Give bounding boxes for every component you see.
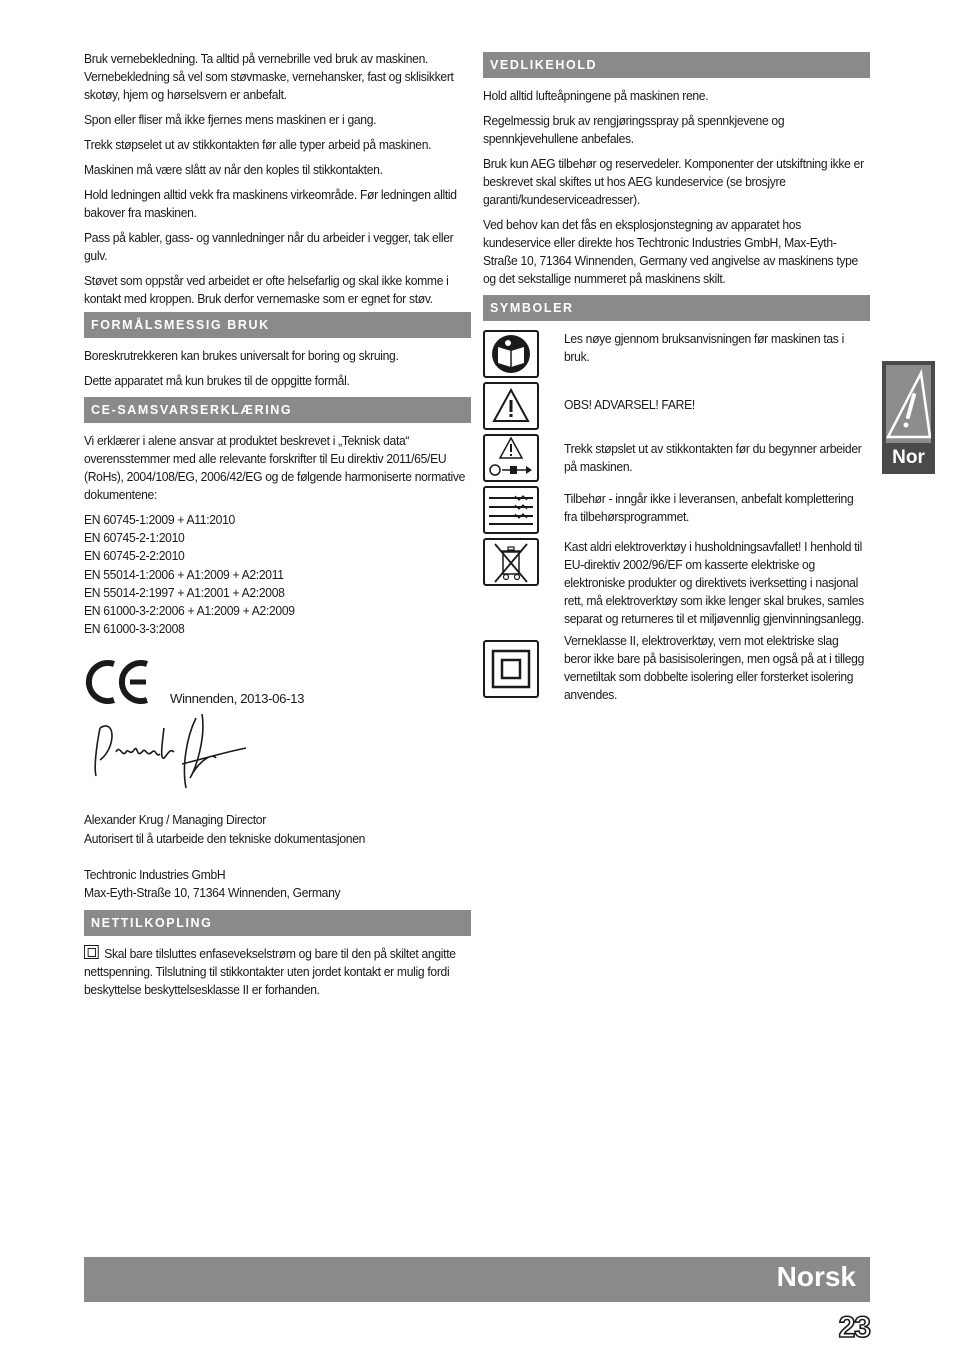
symbol-row	[483, 434, 870, 482]
right-column	[483, 50, 870, 708]
read-manual-icon	[483, 330, 539, 378]
footer-language: Norsk	[776, 1261, 856, 1292]
authorization-note: Autorisert til å utarbeide den tekniske dokumentasjonen	[84, 830, 366, 846]
symbol-text: OBS! ADVARSEL! FARE!	[564, 397, 695, 412]
symbol-row	[483, 632, 870, 704]
maintenance-paragraph: Regelmessig bruk av rengjøringsspray på spennkjevene og spennkjevehullene anbefales.	[483, 113, 785, 146]
warning-icon	[483, 382, 539, 430]
intended-use-paragraph: Boreskrutrekkeren kan brukes universalt for boring og skruing.	[84, 348, 399, 363]
company-address: Max-Eyth-Straße 10, 71364 Winnenden, Germany	[84, 885, 341, 901]
unplug-icon	[483, 434, 539, 482]
warning-icon	[886, 365, 931, 443]
company-name: Techtronic Industries GmbH	[84, 866, 226, 882]
place-date: Winnenden, 2013-06-13	[170, 691, 305, 707]
symbol-text: Tilbehør - inngår ikke i leveransen, anbefalt komplettering fra tilbehørsprogrammet.	[564, 491, 854, 524]
class-ii-inline-icon	[84, 945, 99, 959]
section-heading-intended-use: FORMÅLSMESSIG BRUK	[84, 312, 471, 338]
standard-item: EN 55014-1:2006 + A1:2009 + A2:2011	[84, 566, 284, 582]
standard-item: EN 61000-3-2:2006 + A1:2009 + A2:2009	[84, 603, 295, 619]
symbol-text: Kast aldri elektroverktøy i husholdningsavfallet! I henhold til EU-direktiv 2002/96/EF om kasserte elektriske og elektroniske produkter og direktivets iverksetting i nasjonal rett, må elektroverktøy som ikke lenger skal brukes, samles separat og returneres til et miljøvennlig gjenvinningsanlegg.	[564, 539, 865, 626]
ce-intro: Vi erklærer i alene ansvar at produktet beskrevet i „Teknisk data“ overensstemmer med alle relevante forskrifter til Eu direktiv 2011/65/EU (RoHs), 2004/108/EG, 2006/42/EG og de følgende harmoniserte normative dokumentene:	[84, 433, 466, 502]
symbol-text: Les nøye gjennom bruksanvisningen før maskinen tas i bruk.	[564, 331, 844, 364]
safety-paragraph: Spon eller fliser må ikke fjernes mens maskinen er i gang.	[84, 112, 377, 127]
symbol-row	[483, 538, 870, 628]
symbol-row	[483, 382, 870, 430]
language-code: Nor	[892, 447, 925, 468]
left-column	[84, 50, 471, 1006]
section-heading-symbols: SYMBOLER	[483, 295, 870, 321]
safety-paragraph: Maskinen må være slått av når den koples til stikkontakten.	[84, 162, 383, 177]
section-heading-maintenance: VEDLIKEHOLD	[483, 52, 870, 78]
maintenance-paragraph: Hold alltid lufteåpningene på maskinen rene.	[483, 88, 709, 103]
symbol-text: Trekk støpslet ut av stikkontakten før du begynner arbeider på maskinen.	[564, 441, 862, 474]
standards-list	[84, 511, 471, 638]
section-heading-mains: NETTILKOPLING	[84, 910, 471, 936]
safety-paragraph: Hold ledningen alltid vekk fra maskinens virkeområde. Før ledningen alltid bakover fra maskinen.	[84, 187, 457, 220]
symbol-text: Verneklasse II, elektroverktøy, vern mot elektriske slag beror ikke bare på basisisoleringen, men også på at i tillegg vernetiltak som dobbelte isolering eller forsterket isolering anvendes.	[564, 633, 865, 702]
footer-bar	[84, 1257, 870, 1302]
intended-use-paragraph: Dette apparatet må kun brukes til de oppgitte formål.	[84, 373, 350, 388]
standard-item: EN 55014-2:1997 + A1:2001 + A2:2008	[84, 584, 285, 600]
accessory-drill-bits-icon	[483, 486, 539, 534]
safety-paragraph: Pass på kabler, gass- og vannledninger når du arbeider i vegger, tak eller gulv.	[84, 230, 454, 263]
ce-mark-icon	[84, 658, 156, 706]
standard-item: EN 60745-2-2:2010	[84, 548, 185, 564]
standard-item: EN 61000-3-3:2008	[84, 621, 185, 637]
safety-paragraph: Trekk støpselet ut av stikkontakten før alle typer arbeid på maskinen.	[84, 137, 432, 152]
weee-bin-icon	[483, 538, 539, 586]
class-ii-icon	[483, 640, 539, 698]
standard-item: EN 60745-1:2009 + A11:2010	[84, 512, 235, 527]
safety-paragraph: Støvet som oppstår ved arbeidet er ofte helsefarlig og skal ikke komme i kontakt med kroppen. Bruk derfor vernemaske som er egnet for støv.	[84, 273, 449, 306]
symbol-row	[483, 330, 870, 378]
section-heading-ce: CE-SAMSVARSERKLÆRING	[84, 397, 471, 423]
standard-item: EN 60745-2-1:2010	[84, 530, 185, 546]
language-side-tab	[882, 361, 935, 474]
mains-paragraph	[84, 945, 469, 999]
page-number: 23	[838, 1311, 870, 1344]
maintenance-paragraph: Bruk kun AEG tilbehør og reservedeler. Komponenter der utskiftning ikke er beskrevet skal skiftes ut hos AEG kundeservice (se brosjyre garanti/kundeserviceadresser).	[483, 156, 864, 207]
ce-mark-row	[84, 650, 471, 706]
safety-paragraph: Bruk vernebekledning. Ta alltid på vernebrille ved bruk av maskinen. Vernebekledning så vel som støvmaske, vernehansker, fast og sklisikkert skotøy, hjem og hørselsvern er anbefalt.	[84, 51, 454, 102]
symbol-row	[483, 486, 870, 534]
signer-name: Alexander Krug / Managing Director	[84, 812, 266, 828]
maintenance-paragraph: Ved behov kan det fås en eksplosjonstegning av apparatet hos kundeservice eller direkte hos Techtronic Industries GmbH, Max-Eyth-Straße 10, 71364 Winnenden, Germany ved angivelse av maskinens type og det sekstallige nummeret på maskinens skilt.	[483, 217, 858, 286]
mains-text: Skal bare tilsluttes enfasevekselstrøm og bare til den på skiltet angitte nettspenning. Tilslutning til stikkontakter uten jordet kontakt er mulig fordi beskyttelse beskyttelsesklasse II er forhanden.	[84, 946, 456, 998]
signature-icon	[86, 708, 256, 800]
